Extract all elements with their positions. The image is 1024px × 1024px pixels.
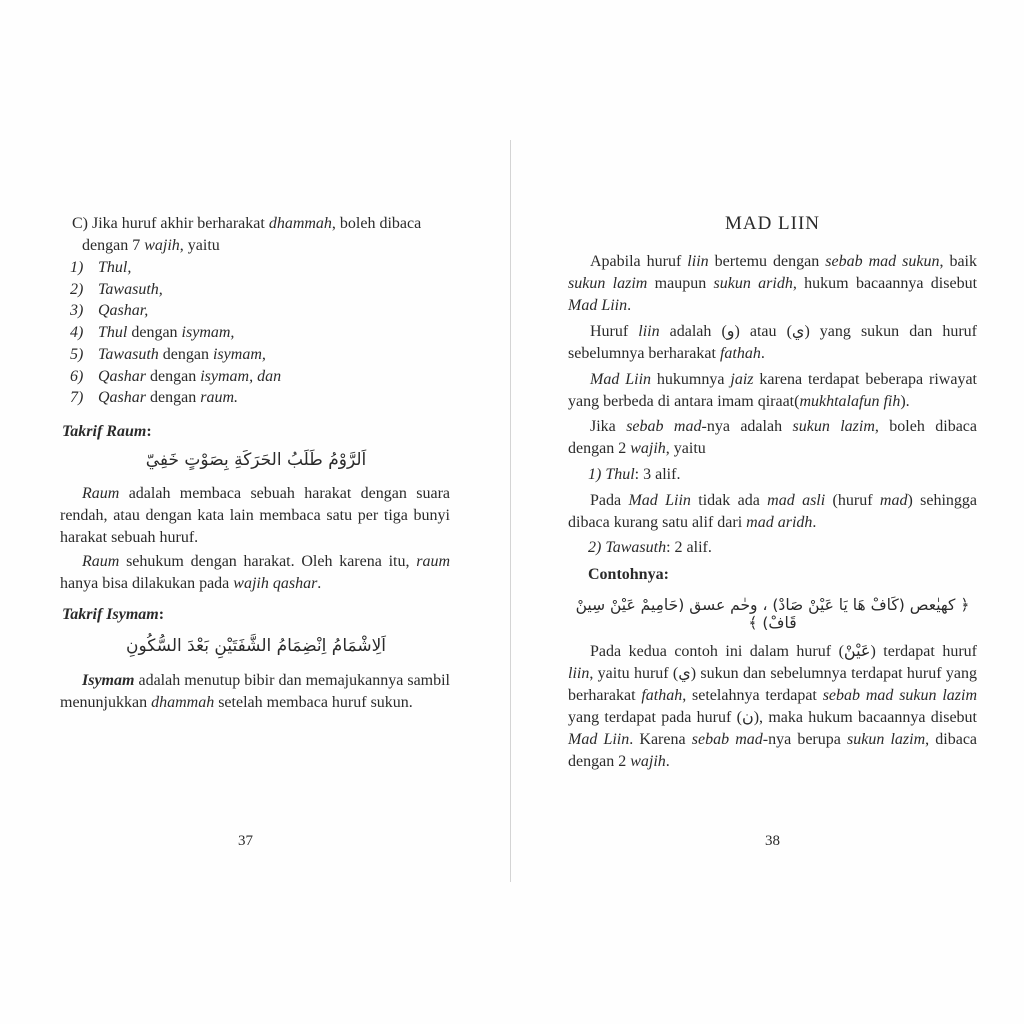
list-item <box>70 344 266 366</box>
text-run: Tawasuth, <box>98 280 163 298</box>
text-run: . <box>317 575 322 592</box>
text-run: raum <box>416 553 450 570</box>
text-run: Raum <box>82 553 120 570</box>
text-run: Huruf <box>590 323 639 340</box>
arabic-example: ﴿ كهيٰعص (كَافْ هَا يَا عَيْنْ صَادْ) ، وحٰم عسق (حَامِيمْ عَيْنْ سِينْ قَافْ) ﴾ <box>575 596 970 632</box>
text-run: Takrif Raum <box>62 423 147 440</box>
text-run: dhammah <box>151 694 215 711</box>
item-thul <box>568 464 977 486</box>
page-number-left: 37 <box>238 833 253 849</box>
text-run: sukun aridh <box>713 275 793 292</box>
list-number: 6) <box>70 367 84 385</box>
text-run: mad aridh <box>746 514 813 531</box>
text-run: Pada kedua contoh ini dalam huruf (عَيْنْ) terdapat huruf <box>590 643 977 660</box>
text-run: , dibaca dengan 2 <box>568 731 978 770</box>
takrif-raum-heading <box>62 421 450 443</box>
text-run: Qashar <box>98 367 147 385</box>
paragraph-2 <box>568 321 977 365</box>
text-run: : <box>158 606 165 623</box>
arabic-raum-definition: اَلرَّوْمُ طَلَبُ الحَرَكَةِ بِصَوْتٍ خَفِيّ <box>145 450 367 470</box>
text-run: C) Jika huruf akhir berharakat <box>72 215 269 232</box>
text-run: Mad Liin <box>628 492 691 509</box>
text-run: . <box>812 514 817 531</box>
text-run: Mad Liin <box>590 371 652 388</box>
paragraph-6 <box>568 641 977 773</box>
text-run: Mad Liin <box>568 297 628 314</box>
text-run: Tawasuth <box>98 345 159 363</box>
text-run: 1) Thul <box>588 466 635 483</box>
text-run: dengan 7 <box>82 237 145 254</box>
isymam-paragraph <box>60 670 450 714</box>
text-run: sukun lazim <box>847 731 926 748</box>
text-run: bertemu dengan <box>708 253 826 270</box>
list-item <box>70 366 281 388</box>
text-run: 2) Tawasuth <box>588 539 667 556</box>
text-run: : 2 alif. <box>666 539 712 556</box>
text-run: sebab mad <box>626 418 702 435</box>
text-run: -nya adalah <box>701 418 793 435</box>
text-run: mad <box>879 492 908 509</box>
text-run: sebab mad <box>691 731 763 748</box>
text-run: . <box>760 345 765 362</box>
text-run: wajih qashar <box>233 575 318 592</box>
text-run: adalah membaca sebuah harakat dengan suara rendah, atau dengan kata lain membaca satu per tiga bunyi harakat sebuah huruf. <box>60 485 450 546</box>
text-run: isymam, dan <box>200 367 282 385</box>
text-run: isymam, <box>212 345 266 363</box>
list-number: 1) <box>70 259 84 276</box>
text-run: dengan <box>146 367 201 385</box>
text-run: wajih <box>630 440 666 457</box>
text-run: . <box>665 753 670 770</box>
text-run: dengan <box>158 345 213 363</box>
page-number-right: 38 <box>765 833 780 849</box>
text-run: dhammah <box>268 215 332 232</box>
list-item <box>70 257 131 279</box>
page-gutter-divider <box>510 140 511 882</box>
text-run: -nya berupa <box>762 731 847 748</box>
takrif-isymam-heading <box>62 604 450 626</box>
text-run: , baik <box>939 253 977 270</box>
text-run: setelah membaca huruf sukun. <box>214 694 413 711</box>
list-item <box>70 322 234 344</box>
paragraph-3 <box>568 369 977 413</box>
text-run: hukumnya <box>651 371 731 388</box>
text-run: , yaitu huruf (ي) sukun dan sebelumnya terdapat huruf yang berharakat <box>568 665 977 704</box>
text-run: ) sehingga dibaca kurang satu alif dari <box>568 492 978 531</box>
text-run: Contohnya: <box>588 566 669 583</box>
raum-paragraph <box>60 483 450 549</box>
text-run: sukun lazim <box>792 418 875 435</box>
text-run: fathah <box>719 345 761 362</box>
text-run: Qashar <box>98 389 147 407</box>
paragraph-1 <box>568 251 977 317</box>
text-run: raum. <box>200 389 238 407</box>
text-run: sehukum dengan harakat. Oleh karena itu, <box>119 553 417 570</box>
text-run: , hukum bacaannya disebut <box>792 275 978 292</box>
item-tawasuth <box>568 537 977 559</box>
list-number: 3) <box>70 302 84 320</box>
list-number: 7) <box>70 389 84 407</box>
text-run: tidak ada <box>690 492 768 509</box>
raum-paragraph-2 <box>60 551 450 595</box>
text-run: Takrif Isymam <box>62 606 159 623</box>
text-run: (huruf <box>825 492 880 509</box>
text-run: Mad Liin <box>568 731 630 748</box>
chapter-title: MAD LIIN <box>724 213 821 234</box>
text-run: , boleh dibaca <box>331 215 422 232</box>
list-number: 5) <box>70 345 84 363</box>
contoh-heading <box>568 564 977 586</box>
text-run: isymam, <box>181 324 235 342</box>
text-run: Pada <box>590 492 629 509</box>
text-run: wajih <box>630 753 666 770</box>
text-run: Thul, <box>98 259 132 276</box>
text-run: , boleh dibaca dengan 2 <box>568 418 977 457</box>
intro-paragraph <box>62 213 450 235</box>
list-item <box>70 300 148 322</box>
text-run: Apabila huruf <box>590 253 688 270</box>
text-run: mukhtalafun fih <box>799 393 901 410</box>
text-run: : 3 alif. <box>634 466 681 483</box>
list-item <box>70 387 238 409</box>
text-run: dengan <box>127 324 182 342</box>
text-run: jaiz <box>730 371 754 388</box>
text-run: Thul <box>98 324 128 342</box>
text-run: ). <box>900 393 910 410</box>
intro-paragraph-cont <box>62 235 450 257</box>
text-run: sebab mad sukun lazim <box>822 687 978 704</box>
text-run: . Karena <box>629 731 692 748</box>
list-number: 4) <box>70 324 84 342</box>
arabic-isymam-definition: اَلِاشْمَامُ اِنْضِمَامُ الشَّفَتَيْنِ بَعْدَ السُّكُونِ <box>126 636 386 656</box>
text-run: sebab mad sukun <box>825 253 940 270</box>
text-run: , yaitu <box>179 237 220 254</box>
text-run: . <box>627 297 632 314</box>
text-run: Jika <box>590 418 627 435</box>
text-run: : <box>146 423 152 440</box>
text-run: Isymam <box>82 672 135 689</box>
text-run: , yaitu <box>665 440 706 457</box>
text-run: , setelahnya terdapat <box>682 687 823 704</box>
text-run: fathah <box>641 687 683 704</box>
text-run: liin <box>638 323 660 340</box>
text-run: Raum <box>82 485 120 502</box>
text-run: dengan <box>146 389 201 407</box>
text-run: maupun <box>647 275 714 292</box>
list-item <box>70 279 163 301</box>
list-number: 2) <box>70 280 84 298</box>
text-run: wajih <box>144 237 180 254</box>
text-run: liin <box>568 665 590 682</box>
text-run: Qashar, <box>98 302 149 320</box>
text-run: liin <box>687 253 709 270</box>
text-run: karena terdapat beberapa riwayat yang berbeda di antara imam qiraat( <box>568 371 977 410</box>
text-run: yang terdapat pada huruf (ن), maka hukum bacaannya disebut <box>568 709 977 726</box>
text-run: sukun lazim <box>568 275 648 292</box>
text-run: hanya bisa dilakukan pada <box>60 575 234 592</box>
paragraph-5 <box>568 490 977 534</box>
text-run: mad asli <box>767 492 826 509</box>
text-run: adalah menutup bibir dan memajukannya sambil menunjukkan <box>60 672 450 711</box>
paragraph-4 <box>568 416 977 460</box>
text-run: adalah (و) atau (ي) yang sukun dan huruf sebelumnya berharakat <box>568 323 978 362</box>
